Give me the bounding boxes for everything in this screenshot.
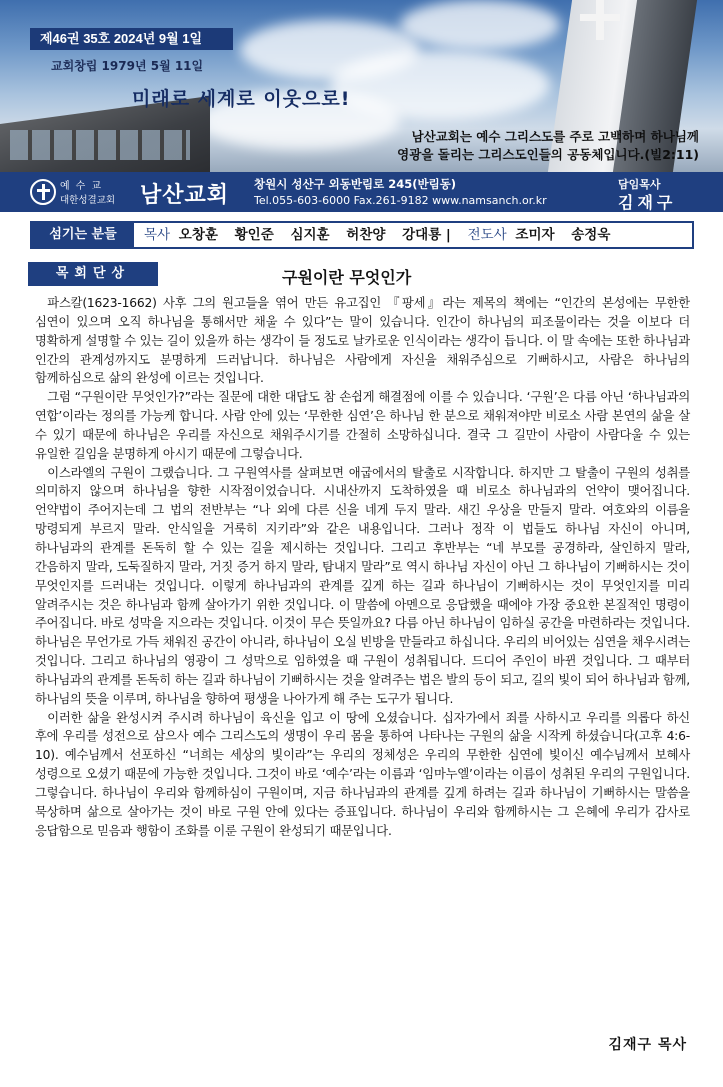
pastor-role: 목사 (144, 227, 171, 243)
church-motto: 미래로 세계로 이웃으로! (132, 88, 351, 110)
church-logo-icon (30, 179, 56, 205)
minister-name: 조미자 (515, 227, 555, 243)
article-body (35, 294, 690, 840)
article-author: 김재구 목사 (608, 1037, 687, 1053)
minister-name: 오창훈 (178, 227, 218, 243)
denomination-line1: 예수교 (60, 181, 107, 192)
church-name: 남산교회 (140, 183, 230, 208)
article-title: 구원이란 무엇인가 (282, 268, 412, 287)
article-paragraph: 이스라엘의 구원이 그랬습니다. 그 구원역사를 살펴보면 애굽에서의 탈출로 시작합니다. 하지만 그 탈출이 구원의 성취를 의미하지 않으며 하나님을 향한 시작점이었습니다. 시내산까지 도착하였을 때 비로소 하나님과의 언약이 맺어집니다. 언약법이 주어지는데 그 법의 전반부는 “나 외에 다른 신을 네게 두지 말라. 새긴 우상을 만들지 말라. 여호와의 이름을 망령되게 부르지 말라. 안식일을 거룩히 지키라”와 같은 내용입니다. 그러나 정작 이 법들도 하나님 자신이 아니며, 하나님과의 관계를 돈독히 할 수 있는 길을 제시하는 것입니다. 그리고 후반부는 “네 부모를 공경하라, 살인하지 말라, 간음하지 말라, 도둑질하지 말라, 거짓 증거 하지 말라, 탐내지 말라”로 역시 하나님 자신이 아닌 그 하나님이 기뻐하시는 것이 무엇인지를 드러내는 것입니다. 이렇게 하나님과의 관계를 깊게 하는 길과 하나님이 기뻐하시는 것이 무엇인지를 미리 알려주시는 것은 하나님과 함께 살아가기 위한 것입니다. 이 말씀에 아멘으로 응답했을 때에야 가장 중요한 본질적인 명령이 주어집니다. 바로 성막을 지으라는 것입니다. 이것이 무슨 뜻일까요? 다름 아닌 하나님이 임하실 공간을 마련하라는 것입니다. 하나님은 무언가로 가득 채워진 공간이 아니라, 하나님이 오실 빈방을 만들라고 하십니다. 우리의 비어있는 심연을 채우시려는 것입니다. 그리고 하나님의 영광이 그 성막으로 임하였을 때 구원이 성취됩니다. 드디어 주인이 바뀐 것입니다. 그 때부터 하나님과의 관계를 돈독히 하는 길과 하나님이 기뻐하시는 것을 알려주는 법은 발의 등이 되고, 길의 빛이 되어 하나님과 함께, 하나님의 뜻을 이루며, 하나님을 향하여 평생을 나아가게 해 주는 도구가 됩니다. (35, 465, 690, 706)
column-label: 목회단상 (28, 262, 158, 286)
minister-name: 강대룡 | (402, 227, 451, 243)
article-paragraph: 그럼 “구원이란 무엇인가?”라는 질문에 대한 대답도 참 손쉽게 해결점에 이를 수 있습니다. ‘구원’은 다름 아닌 ‘하나님과의 연합’이라는 정의를 가능케 합니다. 사람 안에 있는 ‘무한한 심연’은 하나님 한 분으로 채워져야만 비로소 사람 본연의 삶을 살 수 있기 때문에 하나님은 우리를 자신으로 채워주시기를 간절히 소망하십니다. 결국 그 길만이 사람이 사람다울 수 있는 유일한 길임을 분명하게 아시기 때문에 그렇습니다. (35, 390, 690, 461)
evangelist-role: 전도사 (467, 227, 507, 243)
church-address: 창원시 성산구 외동반림로 245(반림동) (254, 177, 457, 191)
denomination-line2: 대한성결교회 (60, 195, 116, 206)
ministers-row (30, 221, 694, 249)
minister-name: 심지훈 (290, 227, 330, 243)
pastor-title: 담임목사 (618, 178, 661, 191)
mission-statement: 남산교회는 예수 그리스도를 주로 고백하며 하나님께 영광을 돌리는 그리스도인들의 공동체입니다.(빌2:11) (397, 129, 699, 162)
church-contact: Tel.055-603-6000 Fax.261-9182 www.namsanch.or.kr (254, 194, 547, 207)
ministers-list (144, 223, 622, 247)
ministers-label: 섬기는 분들 (32, 223, 134, 247)
minister-name: 송정욱 (571, 227, 611, 243)
article-paragraph: 이러한 삶을 완성시켜 주시려 하나님이 육신을 입고 이 땅에 오셨습니다. 십자가에서 죄를 사하시고 우리를 의롭다 하신 후에 우리를 성전으로 삼으사 예수 그리스도의 생명이 우리 몸을 통하여 나타나는 구원의 삶을 시작케 하셨습니다(고후 4:6-10). 예수님께서 선포하신 “너희는 세상의 빛이라”는 우리의 정체성은 우리의 무한한 심연에 빛이신 예수님께서 보혜사 성령으로 오셨기 때문에 가능한 것입니다. 그것이 바로 ‘예수’라는 이름과 ‘임마누엘’이라는 이름이 성취된 우리의 구원입니다. 그렇습니다. 하나님이 우리와 함께하심이 구원이며, 지금 하나님과의 관계를 깊게 하려는 길과 하나님이 기뻐하시는 말씀을 묵상하며 삶으로 살아가는 것이 바로 구원 안에 있다는 증표입니다. 하나님이 우리와 함께하시는 그 은혜에 우리가 감사로 응답함으로 믿음과 행함이 조화를 이룬 구원이 완성되기 때문입니다. (35, 710, 690, 838)
minister-name: 허찬양 (346, 227, 386, 243)
article-paragraph: 파스칼(1623-1662) 사후 그의 원고들을 엮어 만든 유고집인 『팡세』라는 제목의 책에는 “인간의 본성에는 무한한 심연이 있으며 오직 하나님을 통해서만 채울 수 있다”는 말이 있습니다. 인간이 하나님의 피조물이라는 것을 이보다 더 명확하게 설명할 수 있는 길이 있을까 하는 생각이 들 정도로 날카로운 인식이라는 생각이 듭니다. 이 말 속에는 또한 하나님과 인간의 관계성까지도 분명하게 드러납니다. 하나님은 사람에게 자신을 채워주심으로 기뻐하시고, 사람은 하나님의 함께하심으로 삶의 완성에 이르는 것입니다. (35, 296, 690, 386)
founded-date: 교회창립 1979년 5월 11일 (51, 59, 204, 73)
header-banner (0, 0, 723, 172)
issue-number: 제46권 35호 2024년 9월 1일 (30, 28, 233, 50)
minister-name: 황인준 (234, 227, 274, 243)
pastor-name: 김재구 (618, 193, 677, 212)
church-info-bar (0, 172, 723, 212)
